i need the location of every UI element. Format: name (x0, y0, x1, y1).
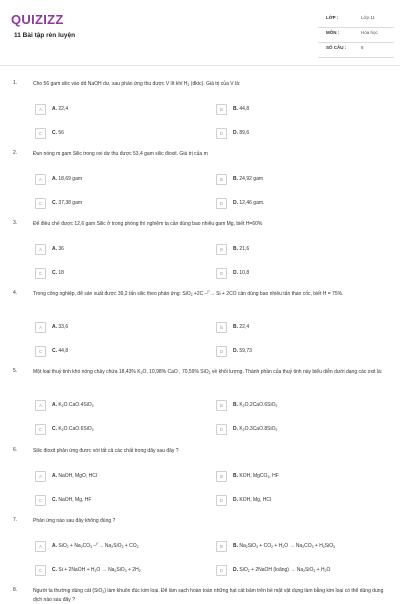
option-b[interactable] (216, 244, 366, 255)
option-letter-badge: B (216, 541, 227, 552)
option-text: C. NaOH, Mg, HF (52, 497, 92, 503)
question-text: Cho 56 gam silic vào dd NaOH dư, sau phản ứng thu được V lít khí $H_2$ (đktc). Giá trị của V là: (33, 81, 241, 87)
option-b[interactable] (216, 174, 366, 185)
option-letter-badge: A (35, 244, 46, 255)
option-letter-badge: C (35, 268, 46, 279)
option-text: D. 89,6 (233, 130, 250, 136)
option-letter-badge: D (216, 128, 227, 139)
meta-label: MÔN : (326, 30, 340, 35)
option-letter-badge: A (35, 322, 46, 333)
meta-row-count (318, 43, 394, 58)
meta-label: SỐ CÂU : (326, 45, 347, 50)
question-text: Silic đioxit phản ứng được với tất cả các chất trong dãy sau đây ? (33, 448, 179, 454)
option-text: B. 44,8 (233, 106, 250, 112)
option-text: C. Si + 2NaOH + $H_2O \to Na_2SiO_3 + 2H_2$ (52, 567, 141, 573)
option-letter-badge: D (216, 565, 227, 576)
option-d[interactable] (216, 128, 366, 139)
option-text: D. 12,46 gam. (233, 200, 265, 206)
option-letter-badge: A (35, 541, 46, 552)
option-letter-badge: C (35, 346, 46, 357)
option-a[interactable] (35, 400, 185, 411)
option-letter-badge: D (216, 346, 227, 357)
option-letter-badge: D (216, 424, 227, 435)
option-text: A. 18,69 gam (52, 176, 83, 182)
option-d[interactable] (216, 268, 366, 279)
option-text: D. KOH, Mg, HCl (233, 497, 272, 503)
option-letter-badge: C (35, 565, 46, 576)
option-letter-badge: B (216, 471, 227, 482)
option-a[interactable] (35, 174, 185, 185)
option-letter-badge: D (216, 268, 227, 279)
option-a[interactable] (35, 471, 185, 482)
meta-label: LỚP : (326, 15, 339, 20)
option-text: C. 37,38 gam (52, 200, 83, 206)
option-letter-badge: C (35, 424, 46, 435)
question-number: 7. (13, 517, 18, 523)
option-text: D. SiO$_2$ + 2NaOH (loãng) → $Na_2SiO_3 + H_2O$ (233, 567, 331, 573)
option-letter-badge: A (35, 104, 46, 115)
question-number: 3. (13, 220, 18, 226)
option-b[interactable] (216, 400, 366, 411)
option-c[interactable] (35, 128, 185, 139)
option-letter-badge: D (216, 495, 227, 506)
meta-row-class (318, 13, 394, 28)
option-text: C. 44,8 (52, 348, 69, 354)
worksheet-title: 11 Bài tập rèn luyện (14, 32, 76, 39)
question-text: Người ta thường dùng cát (SiO$_2$) làm khuôn đúc kim loại. Để làm sạch hoàn toàn những hạt cát bám trên bề mặt vật dụng làm bằng kim loại có thể dùng dung dịch nào sau đây ? (33, 588, 384, 603)
option-c[interactable] (35, 268, 185, 279)
worksheet-header (0, 0, 400, 64)
option-a[interactable] (35, 541, 185, 552)
option-d[interactable] (216, 346, 366, 357)
option-text: B. 22,4 (233, 324, 250, 330)
meta-value: Lớp 11 (361, 15, 375, 20)
header-divider (0, 65, 400, 66)
option-d[interactable] (216, 495, 366, 506)
meta-value: 8 (361, 45, 364, 50)
option-d[interactable] (216, 424, 366, 435)
option-c[interactable] (35, 495, 185, 506)
option-text: A. 33,6 (52, 324, 69, 330)
option-a[interactable] (35, 322, 185, 333)
question-number: 4. (13, 290, 18, 296)
option-text: B. KOH, MgCO$_3$, HF (233, 473, 279, 479)
option-letter-badge: C (35, 495, 46, 506)
option-letter-badge: A (35, 174, 46, 185)
option-text: C. $K_2O.CaO.6SiO_2$ (52, 426, 94, 432)
question-text: Một loại thuỷ tinh khó nóng chảy chứa 18,43% $K_2O$, 10,98% CaO , 70,59% SiO$_2$ về khối lượng. Thành phần của thuỷ tinh này biểu diễn dưới dạng các oxit là: (33, 369, 383, 375)
option-text: D. 59,73 (233, 348, 252, 354)
option-text: D. 10,8 (233, 270, 250, 276)
option-c[interactable] (35, 565, 185, 576)
option-text: C. 18 (52, 270, 64, 276)
option-letter-badge: C (35, 128, 46, 139)
option-letter-badge: A (35, 471, 46, 482)
option-c[interactable] (35, 424, 185, 435)
option-letter-badge: B (216, 104, 227, 115)
question-number: 5. (13, 368, 18, 374)
option-c[interactable] (35, 198, 185, 209)
question-number: 8. (13, 587, 18, 593)
question-number: 6. (13, 447, 18, 453)
option-text: A. 36 (52, 246, 64, 252)
option-text: A. 22,4 (52, 106, 69, 112)
option-b[interactable] (216, 471, 366, 482)
meta-value: Hóa học (361, 30, 378, 35)
option-letter-badge: B (216, 244, 227, 255)
option-b[interactable] (216, 104, 366, 115)
question-number: 2. (13, 150, 18, 156)
question-text: Đun nóng m gam Silic trong oxi dư thu được 53,4 gam silic đioxit. Giá trị của m (33, 151, 208, 157)
option-text: A. $K_2O.CaO.4SiO_2$ (52, 402, 94, 408)
option-text: A. $SiO_2 + Na_2CO_3$ $-^{t^\circ}\to Na_2SiO_3 + CO_2$ (52, 542, 139, 549)
meta-row-subject (318, 28, 394, 43)
option-a[interactable] (35, 104, 185, 115)
option-c[interactable] (35, 346, 185, 357)
option-d[interactable] (216, 565, 366, 576)
option-letter-badge: B (216, 174, 227, 185)
question-text: Phản ứng nào sau đây không đúng ? (33, 518, 116, 524)
option-text: B. $K_2O.2CaO.6SiO_2$ (233, 402, 278, 408)
option-text: B. 21,6 (233, 246, 250, 252)
option-text: B. 24,92 gam (233, 176, 264, 182)
quizizz-logo: QUIZIZZ (11, 12, 64, 27)
question-number: 1. (13, 80, 18, 86)
option-text: B. $Na_2SiO_3 + CO_2 + H_2O \to Na_2CO_3 + H_2SiO_3$ (233, 543, 335, 549)
option-letter-badge: C (35, 198, 46, 209)
option-letter-badge: A (35, 400, 46, 411)
question-text: Để điều chế được 12,6 gam Silic ở trong phòng thí nghiệm ta cần dùng bao nhiêu gam Mg, biết H=60% (33, 221, 263, 227)
option-letter-badge: B (216, 322, 227, 333)
option-d[interactable] (216, 198, 366, 209)
question-text: Trong công nghiệp, để sản xuất được 39,2 tấn silic theo phản ứng: SiO$_2$ +2C –$^{t^\circ}$→ Si + 2CO cần dùng bao nhiêu tấn than cốc, biết H = 75%. (33, 290, 344, 297)
option-letter-badge: D (216, 198, 227, 209)
option-text: C. 56 (52, 130, 64, 136)
option-b[interactable] (216, 541, 366, 552)
option-letter-badge: B (216, 400, 227, 411)
option-text: D. $K_2O.3CaO.8SiO_2$ (233, 426, 278, 432)
option-a[interactable] (35, 244, 185, 255)
option-text: A. NaOH, MgO, HCl (52, 473, 98, 479)
option-b[interactable] (216, 322, 366, 333)
